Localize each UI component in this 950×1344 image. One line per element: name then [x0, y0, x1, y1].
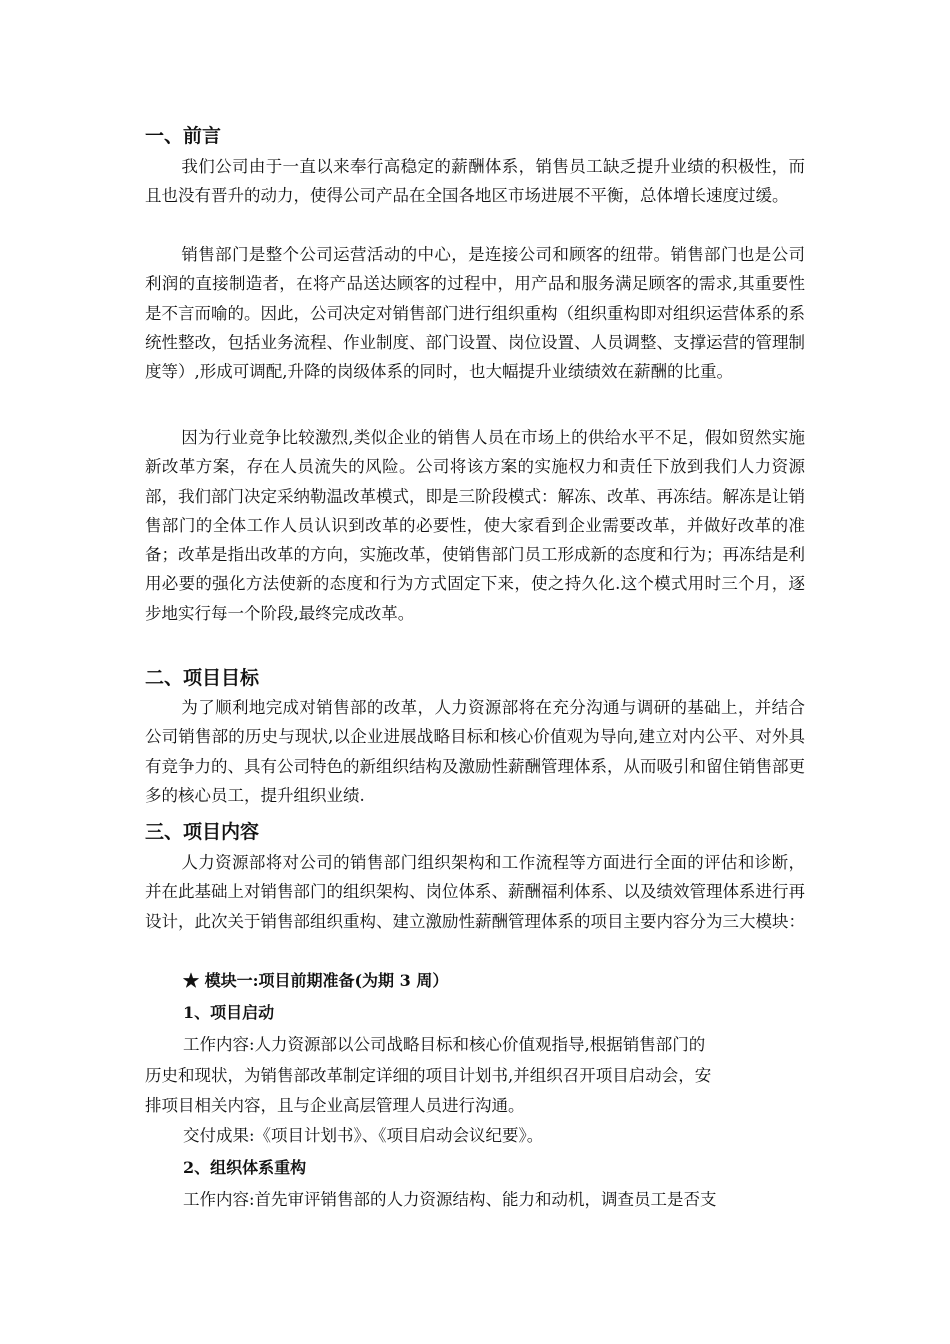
- item1-work-line-3: 排项目相关内容，且与企业高层管理人员进行沟通。: [145, 1096, 525, 1115]
- item1-work-line-2: 历史和现状，为销售部改革制定详细的项目计划书,并组织召开项目启动会，安: [145, 1066, 712, 1085]
- item1-work-line-1: 工作内容:人力资源部以公司战略目标和核心价值观指导,根据销售部门的: [183, 1035, 706, 1054]
- item1-deliverable: 交付成果:《项目计划书》、《项目启动会议纪要》。: [183, 1126, 544, 1145]
- preface-paragraph-1: 我们公司由于一直以来奉行高稳定的薪酬体系，销售员工缺乏提升业绩的积极性，而且也没有晋升的动力，使得公司产品在全国各地区市场进展不平衡，总体增长速度过缓。: [145, 157, 805, 206]
- section-heading-content: 三、项目内容: [145, 821, 260, 843]
- item1-title: 1、项目启动: [183, 1003, 275, 1022]
- preface-paragraph-2: 销售部门是整个公司运营活动的中心，是连接公司和顾客的纽带。销售部门也是公司利润的直接制造者，在将产品送达顾客的过程中，用产品和服务满足顾客的需求,其重要性是不言而喻的。因此，公司决定对销售部门进行组织重构（组织重构即对组织运营体系的系统性整改，包括业务流程、作业制度、部门设置、岗位设置、人员调整、支撑运营的管理制度等）,形成可调配,升降的岗级体系的同时，也大幅提升业绩绩效在薪酬的比重。: [145, 245, 805, 382]
- module1-title: ★ 模块一:项目前期准备(为期 3 周）: [183, 971, 449, 990]
- preface-paragraph-3: 因为行业竞争比较激烈,类似企业的销售人员在市场上的供给水平不足，假如贸然实施新改革方案，存在人员流失的风险。公司将该方案的实施权力和责任下放到我们人力资源部，我们部门决定采纳勒温改革模式，即是三阶段模式：解冻、改革、再冻结。解冻是让销售部门的全体工作人员认识到改革的必要性，使大家看到企业需要改革，并做好改革的准备；改革是指出改革的方向，实施改革，使销售部门员工形成新的态度和行为；再冻结是利用必要的强化方法使新的态度和行为方式固定下来，使之持久化.这个模式用时三个月，逐步地实行每一个阶段,最终完成改革。: [145, 428, 805, 623]
- goals-paragraph: 为了顺利地完成对销售部的改革，人力资源部将在充分沟通与调研的基础上，并结合公司销售部的历史与现状,以企业进展战略目标和核心价值观为导向,建立对内公平、对外具有竞争力的、具有公司特色的新组织结构及激励性薪酬管理体系，从而吸引和留住销售部更多的核心员工，提升组织业绩.: [145, 698, 805, 805]
- item2-title: 2、组织体系重构: [183, 1158, 307, 1177]
- content-paragraph: 人力资源部将对公司的销售部门组织架构和工作流程等方面进行全面的评估和诊断，并在此基础上对销售部门的组织架构、岗位体系、薪酬福利体系、以及绩效管理体系进行再设计，此次关于销售部组织重构、建立激励性薪酬管理体系的项目主要内容分为三大模块：: [145, 853, 805, 931]
- section-heading-goals: 二、项目目标: [145, 667, 260, 689]
- item2-work-line-1: 工作内容:首先审评销售部的人力资源结构、能力和动机，调查员工是否支: [183, 1190, 717, 1209]
- section-heading-preface: 一、前言: [145, 125, 222, 147]
